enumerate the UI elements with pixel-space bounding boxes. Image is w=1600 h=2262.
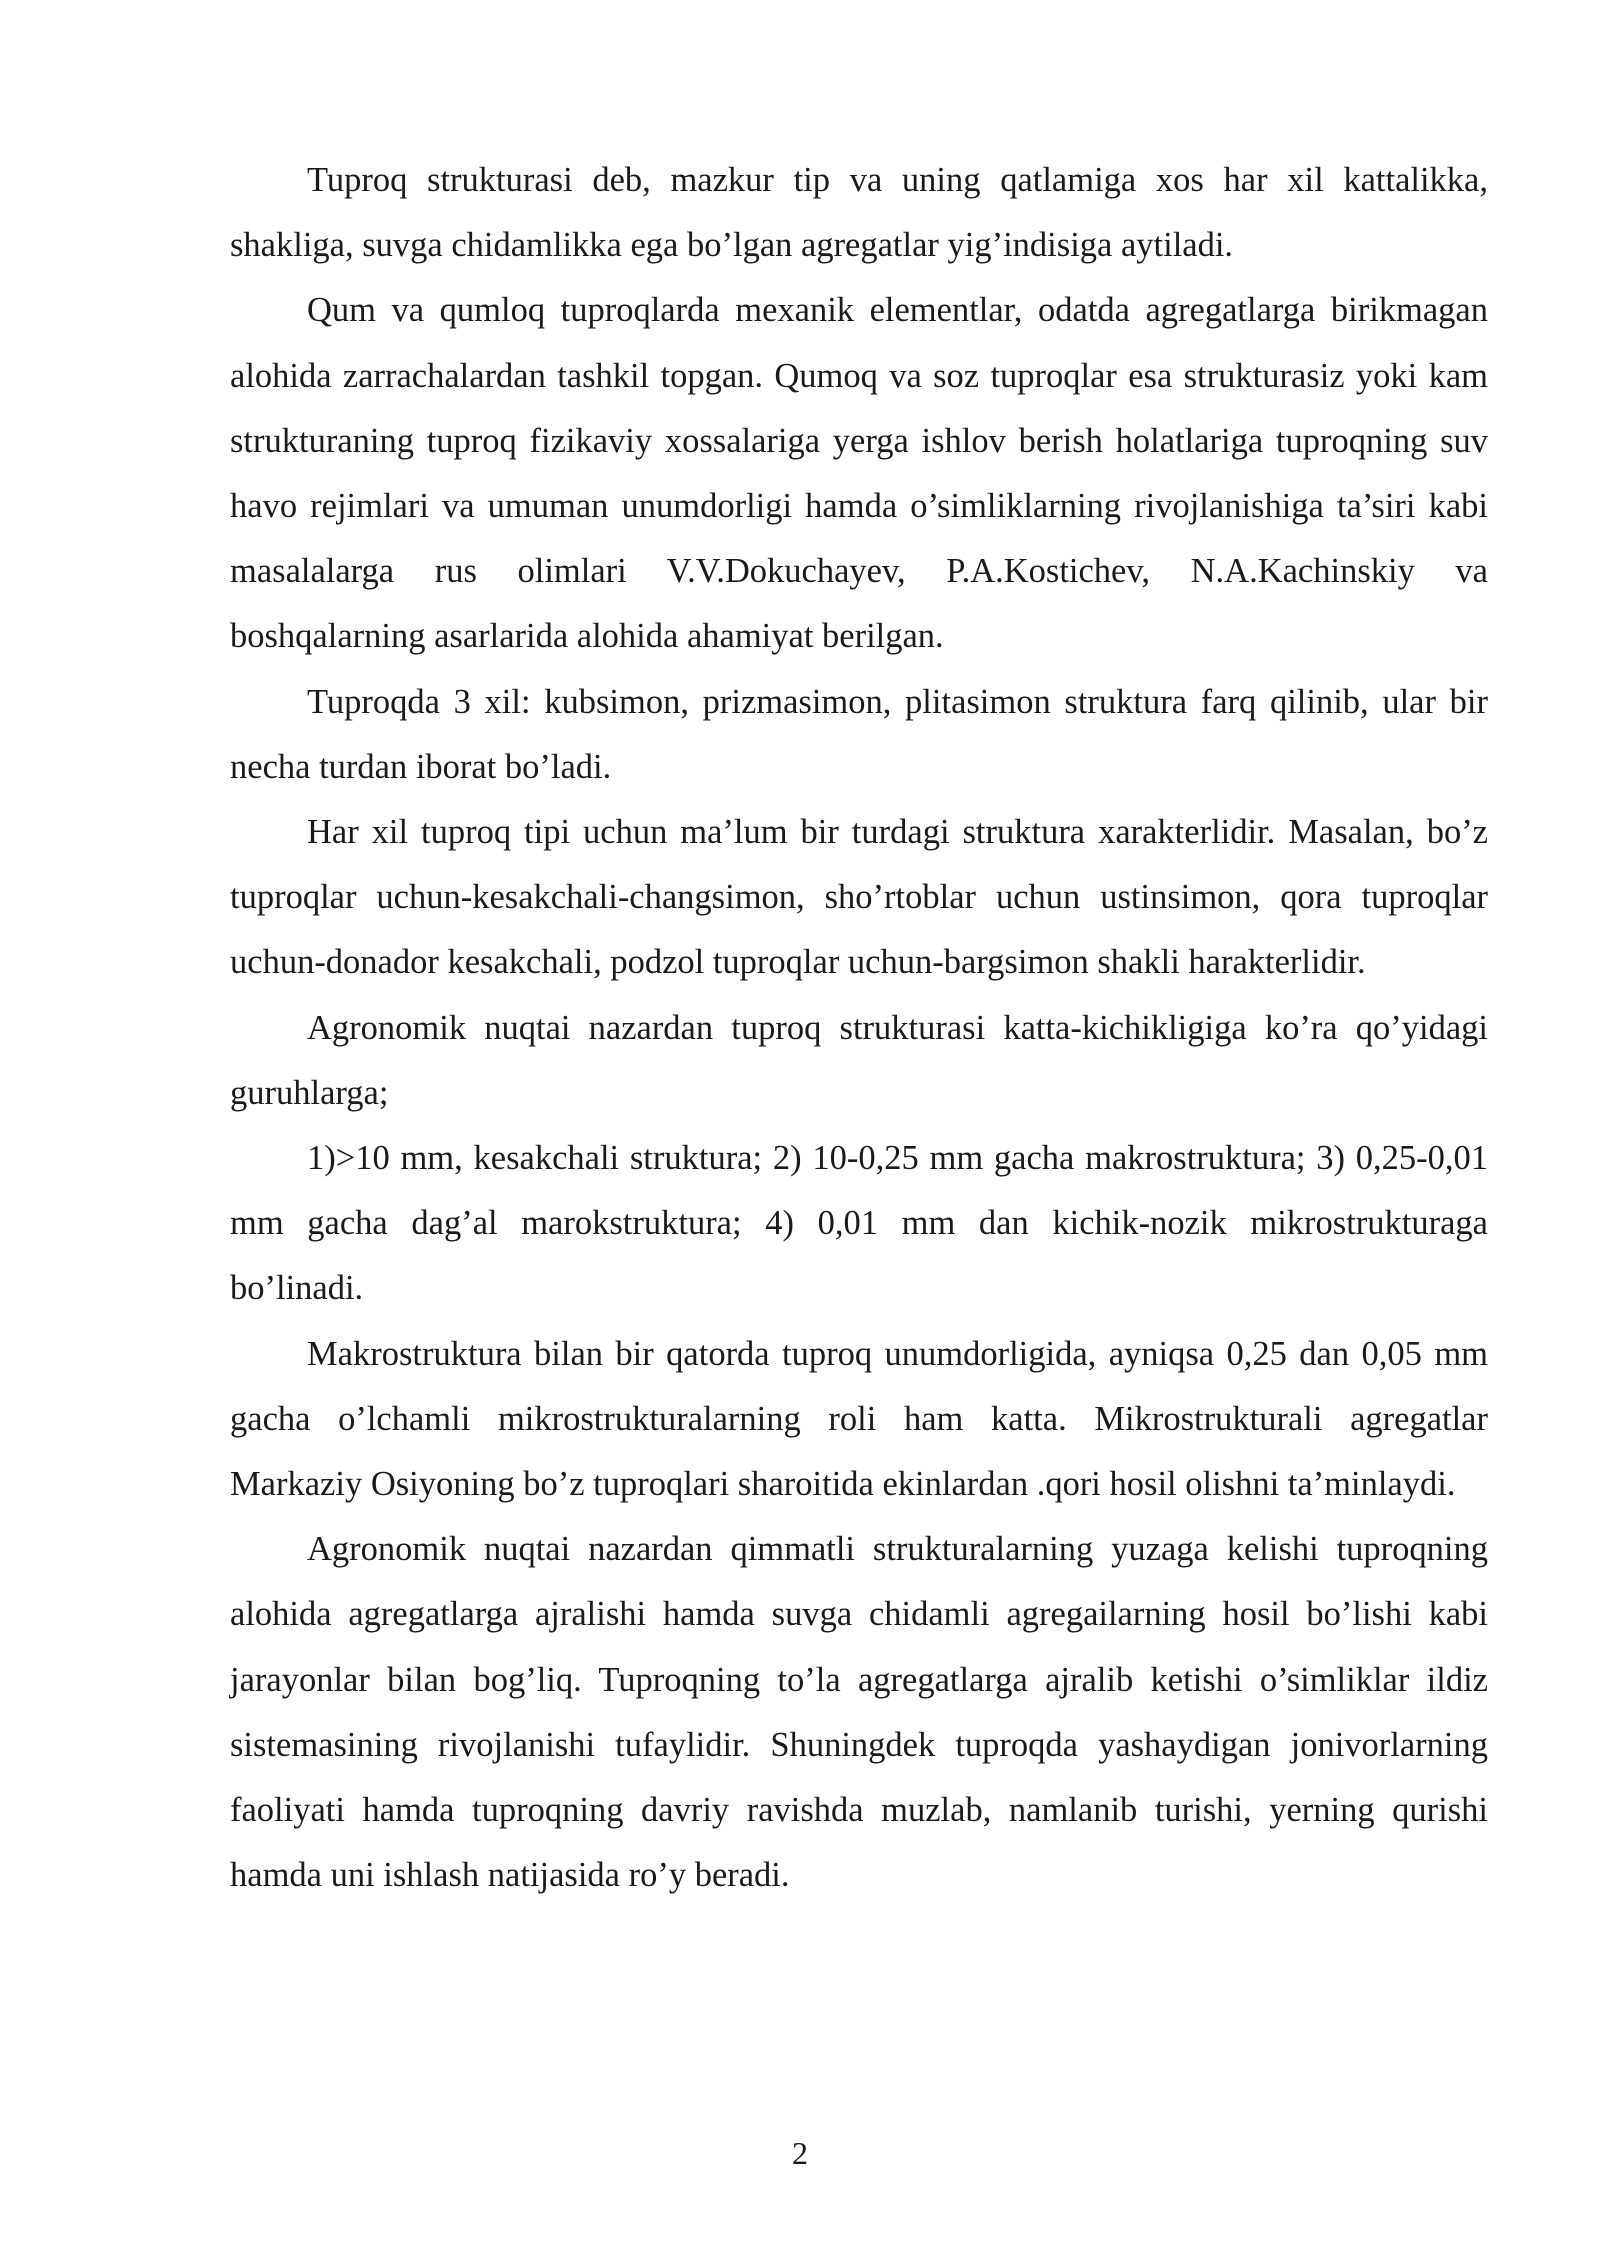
- document-body: [230, 148, 1488, 1908]
- paragraph-soil-type-structures: Har xil tuproq tipi uchun ma’lum bir turdagi struktura xarakterlidir. Masalan, bo’z tuproqlar uchun-kesakchali-changsimon, sho’rtoblar uchun ustinsimon, qora tuproqlar uchun-donador kesakchali, podzol tuproqlar uchun-bargsimon shakli harakterlidir.: [230, 813, 1488, 982]
- paragraph-microstructure: Makrostruktura bilan bir qatorda tuproq unumdorligida, ayniqsa 0,25 dan 0,05 mm gacha o’lchamli mikrostrukturalarning roli ham katta. Mikrostrukturali agregatlar Markaziy Osiyoning bo’z tuproqlari sharoitida ekinlardan .qori hosil olishni ta’minlaydi.: [230, 1334, 1488, 1504]
- paragraph-agronomic-groups: Agronomik nuqtai nazardan tuproq strukturasi katta-kichikligiga ko’ra qo’yidagi guruhlarga;: [230, 1008, 1488, 1112]
- paragraph-sandy-soils: Qum va qumloq tuproqlarda mexanik elementlar, odatda agregatlarga birikmagan alohida zarrachalardan tashkil topgan. Qumoq va soz tuproqlar esa strukturasiz yoki kam strukturaning tuproq fizikaviy xossalariga yerga ishlov berish holatlariga tuproqning suv havo rejimlari va umuman unumdorligi hamda o’simliklarning rivojlanishiga ta’siri kabi masalalarga rus olimlari V.V.Dokuchayev, P.A.Kostichev, N.A.Kachinskiy va boshqalarning asarlarida alohida ahamiyat berilgan.: [230, 291, 1488, 656]
- paragraph-size-classes: 1)>10 mm, kesakchali struktura; 2) 10-0,25 mm gacha makrostruktura; 3) 0,25-0,01 mm gacha dag’al marokstruktura; 4) 0,01 mm dan kichik-nozik mikrostrukturaga bo’linadi.: [230, 1139, 1488, 1308]
- paragraph-aggregate-formation: Agronomik nuqtai nazardan qimmatli strukturalarning yuzaga kelishi tuproqning alohida agregatlarga ajralishi hamda suvga chidamli agregailarning hosil bo’lishi kabi jarayonlar bilan bog’liq. Tuproqning to’la agregatlarga ajralib ketishi o’simliklar ildiz sistemasining rivojlanishi tufaylidir. Shuningdek tuproqda yashaydigan jonivorlarning faoliyati hamda tuproqning davriy ravishda muzlab, namlanib turishi, yerning qurishi hamda uni ishlash natijasida ro’y beradi.: [230, 1530, 1488, 1895]
- paragraph-structure-definition: Tuproq strukturasi deb, mazkur tip va uning qatlamiga xos har xil kattalikka, shakliga, suvga chidamlikka ega bo’lgan agregatlar yig’indisiga aytiladi.: [230, 161, 1488, 265]
- paragraph-structure-types: Tuproqda 3 xil: kubsimon, prizmasimon, plitasimon struktura farq qilinib, ular bir necha turdan iborat bo’ladi.: [230, 682, 1488, 786]
- page-number: 2: [792, 2135, 808, 2171]
